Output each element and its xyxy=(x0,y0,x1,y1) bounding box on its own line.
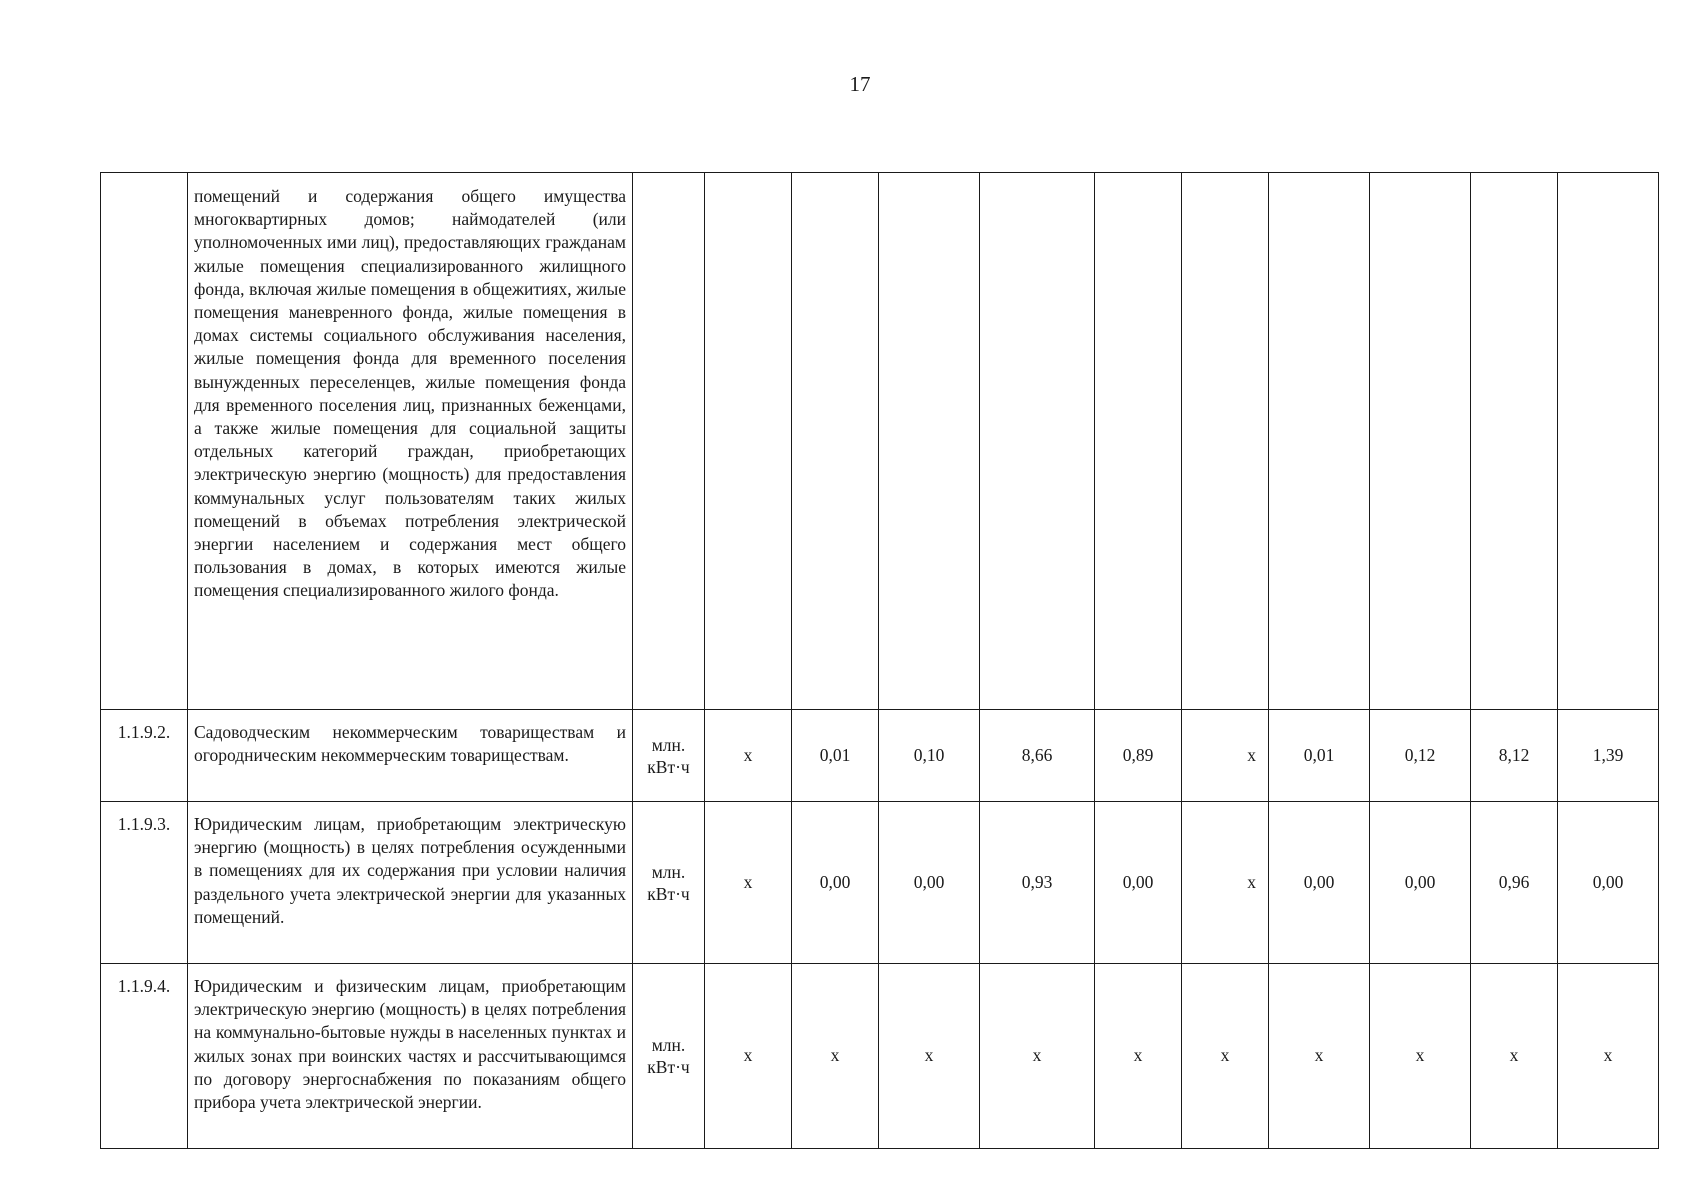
value-cell: х xyxy=(1095,964,1182,1149)
value-cell: 0,12 xyxy=(1370,710,1471,802)
value-cell: 0,89 xyxy=(1095,710,1182,802)
value-cell: 0,00 xyxy=(792,802,879,964)
value-cell: х xyxy=(1182,802,1269,964)
row-unit: млн. кВт·ч xyxy=(633,710,705,802)
value-cell: х xyxy=(1182,964,1269,1149)
value-cell xyxy=(1370,173,1471,710)
value-cell: х xyxy=(792,964,879,1149)
value-cell: 0,00 xyxy=(879,802,980,964)
row-number xyxy=(101,173,188,710)
tariff-table xyxy=(100,172,1659,1149)
value-cell xyxy=(1269,173,1370,710)
value-cell: 0,00 xyxy=(1558,802,1659,964)
value-cell xyxy=(879,173,980,710)
value-cell xyxy=(1095,173,1182,710)
value-cell: х xyxy=(1471,964,1558,1149)
value-cell: х xyxy=(1558,964,1659,1149)
value-cell: 0,00 xyxy=(1095,802,1182,964)
value-cell xyxy=(1182,173,1269,710)
value-cell: х xyxy=(705,802,792,964)
value-cell: х xyxy=(1182,710,1269,802)
value-cell: 8,12 xyxy=(1471,710,1558,802)
value-cell xyxy=(705,173,792,710)
value-cell: х xyxy=(1269,964,1370,1149)
page-number: 17 xyxy=(849,72,871,96)
table-row xyxy=(101,964,1659,1149)
value-cell: 0,00 xyxy=(1370,802,1471,964)
row-description: помещений и содержания общего имущества многоквартирных домов; наймодателей (или уполномоченных ими лиц), предоставляющих гражданам жилые помещения специализированного жилищного фонда, включая жилые помещения в общежитиях, жилые помещения маневренного фонда, жилые помещения в домах системы социального обслуживания населения, жилые помещения фонда для временного поселения вынужденных переселенцев, жилые помещения фонда для временного поселения лиц, признанных беженцами, а также жилые помещения для социальной защиты отдельных категорий граждан, приобретающих электрическую энергию (мощность) для предоставления коммунальных услуг пользователям таких жилых помещений в объемах потребления электрической энергии населением и содержания мест общего пользования в домах, в которых имеются жилые помещения специализированного жилого фонда. xyxy=(188,173,633,710)
value-cell xyxy=(980,173,1095,710)
value-cell: 0,00 xyxy=(1269,802,1370,964)
value-cell: 0,01 xyxy=(1269,710,1370,802)
table-row xyxy=(101,710,1659,802)
row-number: 1.1.9.4. xyxy=(101,964,188,1149)
value-cell: 8,66 xyxy=(980,710,1095,802)
value-cell: х xyxy=(879,964,980,1149)
row-unit: млн. кВт·ч xyxy=(633,964,705,1149)
value-cell: 1,39 xyxy=(1558,710,1659,802)
value-cell xyxy=(1471,173,1558,710)
value-cell xyxy=(792,173,879,710)
value-cell: х xyxy=(705,964,792,1149)
row-description: Юридическим и физическим лицам, приобретающим электрическую энергию (мощность) в целях потребления на коммунально-бытовые нужды в населенных пунктах и жилых зонах при воинских частях и рассчитывающимся по договору энергоснабжения по показаниям общего прибора учета электрической энергии. xyxy=(188,964,633,1149)
value-cell: 0,01 xyxy=(792,710,879,802)
row-number: 1.1.9.3. xyxy=(101,802,188,964)
value-cell: 0,96 xyxy=(1471,802,1558,964)
table-row xyxy=(101,802,1659,964)
value-cell: 0,10 xyxy=(879,710,980,802)
value-cell: х xyxy=(980,964,1095,1149)
row-unit: млн. кВт·ч xyxy=(633,802,705,964)
value-cell xyxy=(1558,173,1659,710)
value-cell: х xyxy=(1370,964,1471,1149)
row-number: 1.1.9.2. xyxy=(101,710,188,802)
value-cell: 0,93 xyxy=(980,802,1095,964)
value-cell: х xyxy=(705,710,792,802)
row-unit xyxy=(633,173,705,710)
table-row xyxy=(101,173,1659,710)
row-description: Юридическим лицам, приобретающим электрическую энергию (мощность) в целях потребления осужденными в помещениях для их содержания при условии наличия раздельного учета электрической энергии для указанных помещений. xyxy=(188,802,633,964)
row-description: Садоводческим некоммерческим товариществам и огородническим некоммерческим товариществам. xyxy=(188,710,633,802)
